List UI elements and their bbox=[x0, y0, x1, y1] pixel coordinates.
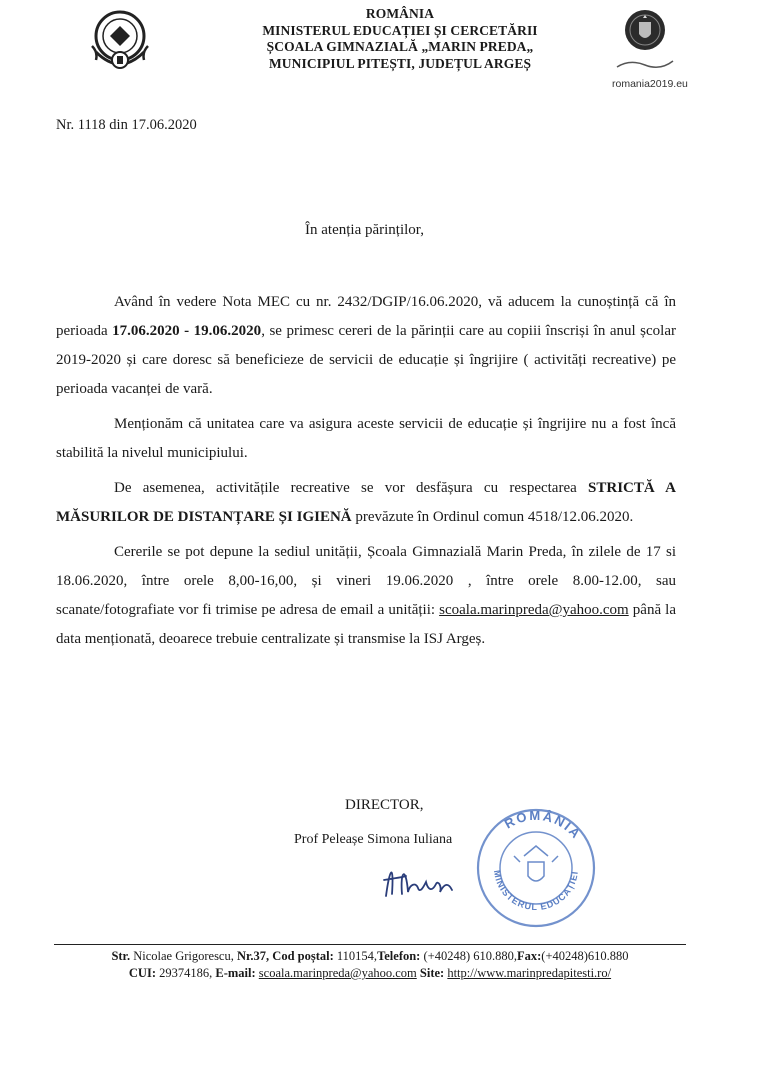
header-school: ȘCOALA GIMNAZIALĂ „MARIN PREDA„ bbox=[266, 39, 534, 54]
letter-body bbox=[56, 288, 676, 660]
p1-text-c: , se primesc cereri de la părinții care au copiii înscriși în anul școlar 2019-2020 și care doresc să beneficieze de servicii de educație și îngrijire ( activități recreative) pe perioada vacanței de vară. bbox=[56, 323, 676, 397]
director-title: DIRECTOR, bbox=[345, 797, 424, 813]
header-ministry: MINISTERUL EDUCAȚIEI ȘI CERCETĂRII bbox=[262, 22, 538, 38]
paragraph-4 bbox=[56, 538, 676, 654]
coat-of-arms-icon bbox=[623, 8, 667, 52]
footer-site-link[interactable]: http://www.marinpredapitesti.ro/ bbox=[447, 966, 612, 980]
school-logo bbox=[84, 6, 156, 78]
paragraph-3 bbox=[56, 474, 676, 532]
site-label: Site: bbox=[416, 966, 445, 980]
footer-email-link[interactable]: scoala.marinpreda@yahoo.com bbox=[258, 966, 417, 980]
p1-text-a: Având în vedere Nota MEC cu nr. 2432/DGIP/16.06.2020, vă aducem la cunoștință că în perioada bbox=[56, 294, 676, 339]
p4-text-c: până la data menționată, deoarece trebuie centralizate și transmise la ISJ Argeș. bbox=[56, 602, 676, 647]
footer-divider bbox=[54, 944, 686, 945]
p3-emphasis: STRICTĂ A MĂSURILOR DE DISTANȚARE ȘI IGIENĂ bbox=[56, 480, 676, 525]
p4-text-a: Cererile se pot depune la sediul unității, Școala Gimnazială Marin Preda, în zilele de 17 si 18.06.2020, între orele 8,00-16,00, și vineri 19.06.2020 , între orele 8.00-12.00, sau scanate/fotografiate vor fi trimise pe adresa de email a unității: bbox=[56, 544, 676, 618]
director-name: Prof Peleașe Simona Iuliana bbox=[294, 832, 453, 847]
romania2019-logo bbox=[612, 8, 688, 96]
p3-text-c: prevăzute în Ordinul comun 4518/12.06.2020. bbox=[351, 509, 634, 525]
cui-label: CUI: bbox=[128, 966, 156, 980]
official-stamp bbox=[472, 804, 600, 932]
fax-value: (+40248)610.880 bbox=[541, 949, 629, 963]
street-number: Nr.37, bbox=[236, 949, 270, 963]
email-label: E-mail: bbox=[215, 966, 256, 980]
street-value: Nicolae Grigorescu, bbox=[130, 949, 237, 963]
header-municipality: MUNICIPIUL PITEȘTI, JUDEȚUL ARGEȘ bbox=[268, 55, 532, 71]
footer-line-1 bbox=[54, 948, 686, 965]
letterhead bbox=[200, 6, 600, 72]
footer-line-2 bbox=[54, 965, 686, 982]
street-label: Str. bbox=[111, 949, 131, 963]
paragraph-1 bbox=[56, 288, 676, 404]
footer-contact bbox=[54, 948, 686, 982]
stamp-top-text: ROMÂNIA bbox=[501, 807, 585, 843]
fax-label: Fax: bbox=[516, 949, 542, 963]
cui-value: 29374186, bbox=[156, 966, 216, 980]
paragraph-2: Menționăm că unitatea care va asigura aceste servicii de educație și îngrijire nu a fost încă stabilită la nivelul municipiului. bbox=[56, 416, 676, 461]
phone-label: Telefon: bbox=[377, 949, 421, 963]
salutation: În atenția părinților, bbox=[305, 222, 424, 238]
header-country: ROMÂNIA bbox=[365, 6, 435, 21]
phone-value: (+40248) 610.880, bbox=[420, 949, 517, 963]
registration-number: Nr. 1118 din 17.06.2020 bbox=[56, 117, 197, 133]
logo-caption: romania2019.eu bbox=[612, 78, 688, 90]
p4-email-link[interactable]: scoala.marinpreda@yahoo.com bbox=[439, 602, 629, 618]
postal-value: 110154, bbox=[333, 949, 378, 963]
stamp-eagle-icon bbox=[514, 846, 558, 881]
wave-icon bbox=[615, 57, 675, 71]
p3-text-a: De asemenea, activitățile recreative se vor desfășura cu respectarea bbox=[114, 480, 589, 496]
handwritten-signature bbox=[380, 856, 460, 906]
stamp-ring-text: MINISTERUL EDUCAȚIEI bbox=[491, 869, 580, 913]
p1-period: 17.06.2020 - 19.06.2020 bbox=[112, 323, 262, 339]
postal-label: Cod poștal: bbox=[269, 949, 334, 963]
